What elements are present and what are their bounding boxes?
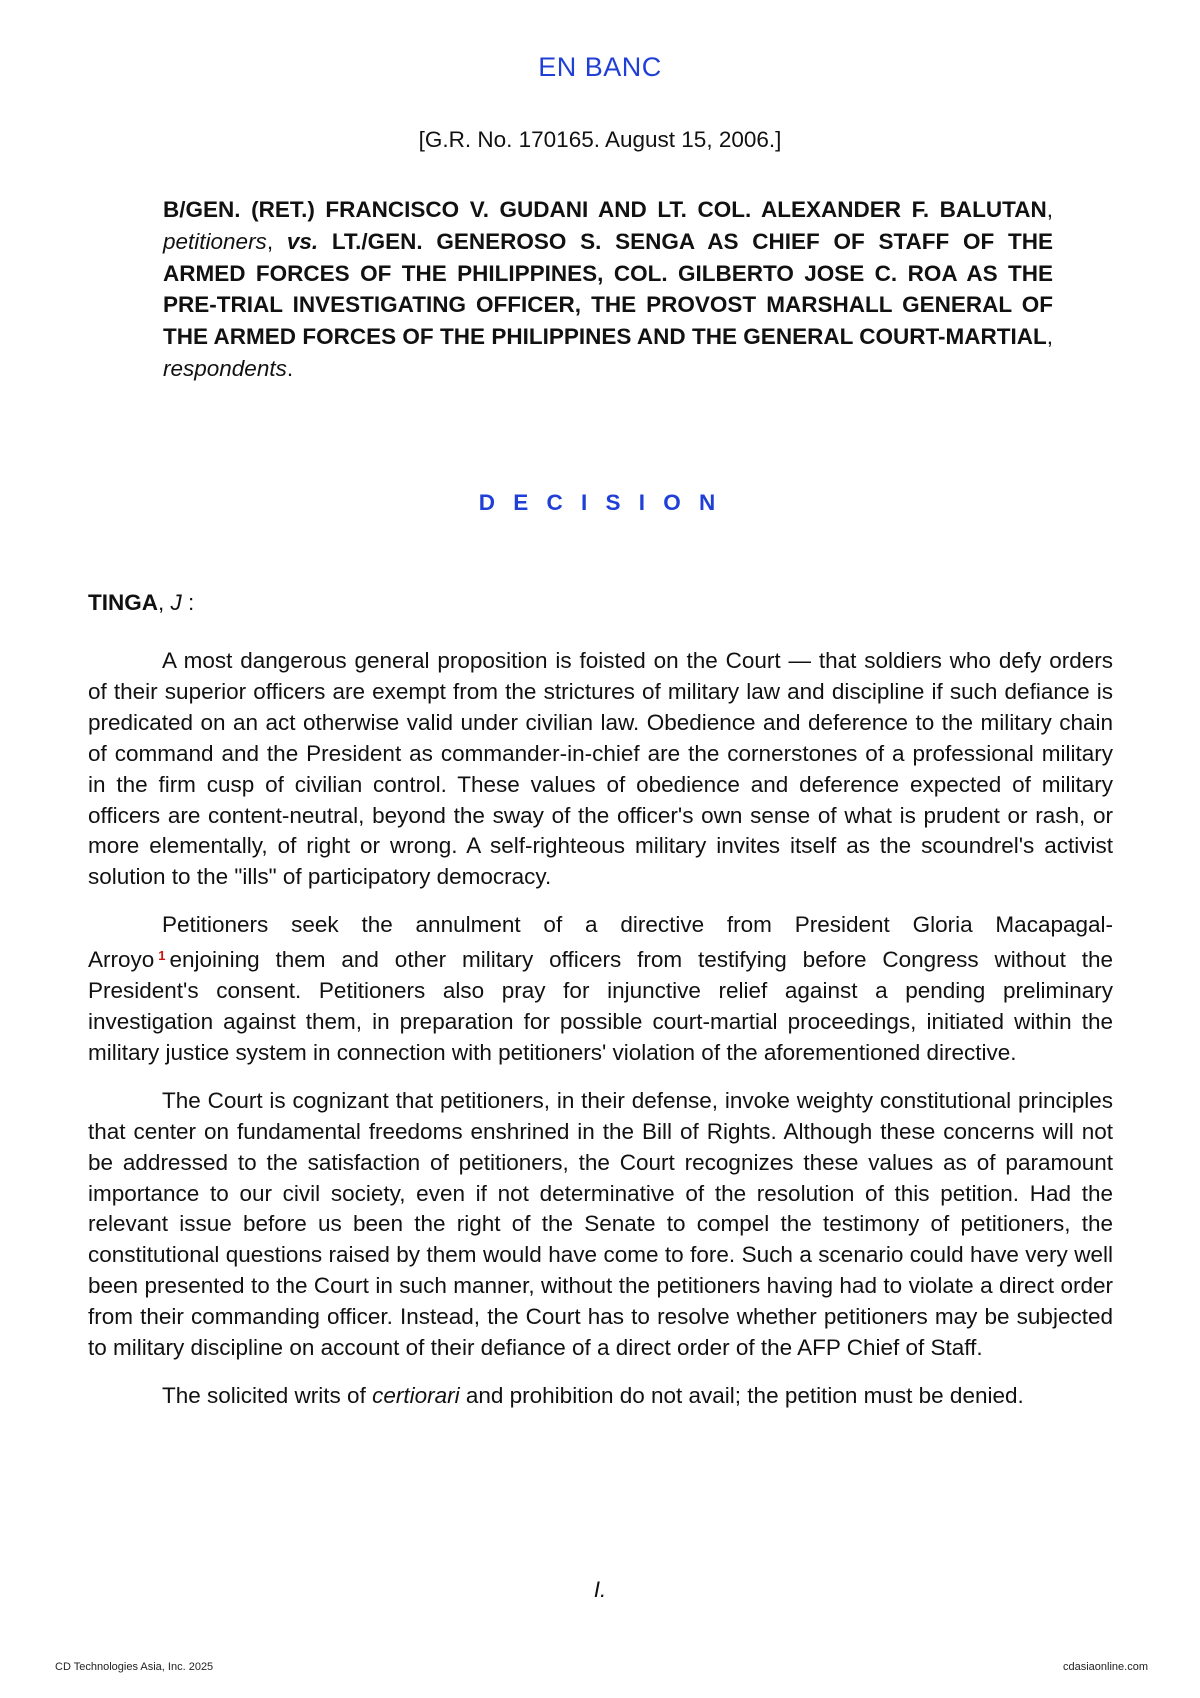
caption-separator: , bbox=[1046, 197, 1053, 222]
caption-separator: , bbox=[266, 228, 287, 254]
respondents-label: respondents bbox=[163, 355, 287, 381]
ponente-separator: , bbox=[158, 590, 171, 615]
ponente bbox=[88, 590, 194, 616]
respondents-names: LT./GEN. GENEROSO S. SENGA AS CHIEF OF STAFF OF THE ARMED FORCES OF THE PHILIPPINES, COL. GILBERTO JOSE C. ROA AS THE PRE-TRIAL INVESTIGATING OFFICER, THE PROVOST MARSHALL GENERAL OF THE ARMED FORCES OF THE PHILIPPINES AND THE GENERAL COURT-MARTIAL bbox=[163, 228, 1053, 350]
case-number: [G.R. No. 170165. August 15, 2006.] bbox=[418, 127, 782, 152]
petitioners-label: petitioners bbox=[163, 228, 267, 254]
decision-body bbox=[88, 646, 1113, 1429]
ponente-colon: : bbox=[181, 590, 195, 615]
petitioners-names: B/GEN. (RET.) FRANCISCO V. GUDANI AND LT. COL. ALEXANDER F. BALUTAN bbox=[163, 197, 1047, 222]
footnote-link-1[interactable]: 1 bbox=[158, 948, 166, 964]
paragraph-4 bbox=[88, 1381, 1113, 1412]
paragraph-1: A most dangerous general proposition is foisted on the Court — that soldiers who defy orders of their superior officers are exempt from the strictures of military law and discipline if such defiance is predicated on an act otherwise valid under civilian law. Obedience and deference to the military chain of command and the President as commander-in-chief are the cornerstones of a professional military in the firm cusp of civilian control. These values of obedience and deference expected of military officers are content-neutral, beyond the sway of the officer's own sense of what is prudent or rash, or more elementally, of right or wrong. A self-righteous military invites itself as the scoundrel's activist solution to the "ills" of participatory democracy. bbox=[88, 648, 1113, 890]
ponente-title: J bbox=[170, 590, 182, 615]
paragraph-4-italic: certiorari bbox=[372, 1382, 460, 1408]
footer-website: cdasiaonline.com bbox=[1063, 1661, 1148, 1673]
case-caption bbox=[163, 194, 1053, 385]
paragraph-3: The Court is cognizant that petitioners, in their defense, invoke weighty constitutional principles that center on fundamental freedoms enshrined in the Bill of Rights. Although these concerns will not be addressed to the satisfaction of petitioners, the Court recognizes these values as of paramount importance to our civil society, even if not determinative of the resolution of this petition. Had the relevant issue before us been the right of the Senate to compel the testimony of petitioners, the constitutional questions raised by them would have come to fore. Such a scenario could have very well been presented to the Court in such manner, without the petitioners having had to violate a direct order from their commanding officer. Instead, the Court has to resolve whether petitioners may be subjected to military discipline on account of their defiance of a direct order of the AFP Chief of Staff. bbox=[88, 1087, 1113, 1361]
caption-end: . bbox=[286, 355, 294, 381]
paragraph-2-text: Petitioners seek the annulment of a directive from President Gloria Macapagal-Arroyo bbox=[88, 912, 1113, 973]
decision-title: D E C I S I O N bbox=[478, 490, 722, 515]
paragraph-4-text-cont: and prohibition do not avail; the petition must be denied. bbox=[459, 1382, 1024, 1408]
footer-copyright: CD Technologies Asia, Inc. 2025 bbox=[55, 1661, 214, 1673]
ponente-name: TINGA bbox=[88, 590, 158, 615]
paragraph-2 bbox=[88, 910, 1113, 1069]
paragraph-4-text: The solicited writs of bbox=[162, 1382, 373, 1408]
paragraph-2-text-cont: enjoining them and other military officers from testifying before Congress without the President's consent. Petitioners also pray for injunctive relief against a pending preliminary investigation against them, in preparation for possible court-martial proceedings, initiated within the military justice system in connection with petitioners' violation of the aforementioned directive. bbox=[88, 947, 1113, 1065]
section-number: I. bbox=[593, 1577, 607, 1602]
versus-label: vs. bbox=[286, 228, 319, 254]
division-heading: EN BANC bbox=[538, 52, 662, 82]
caption-separator: , bbox=[1046, 324, 1053, 350]
